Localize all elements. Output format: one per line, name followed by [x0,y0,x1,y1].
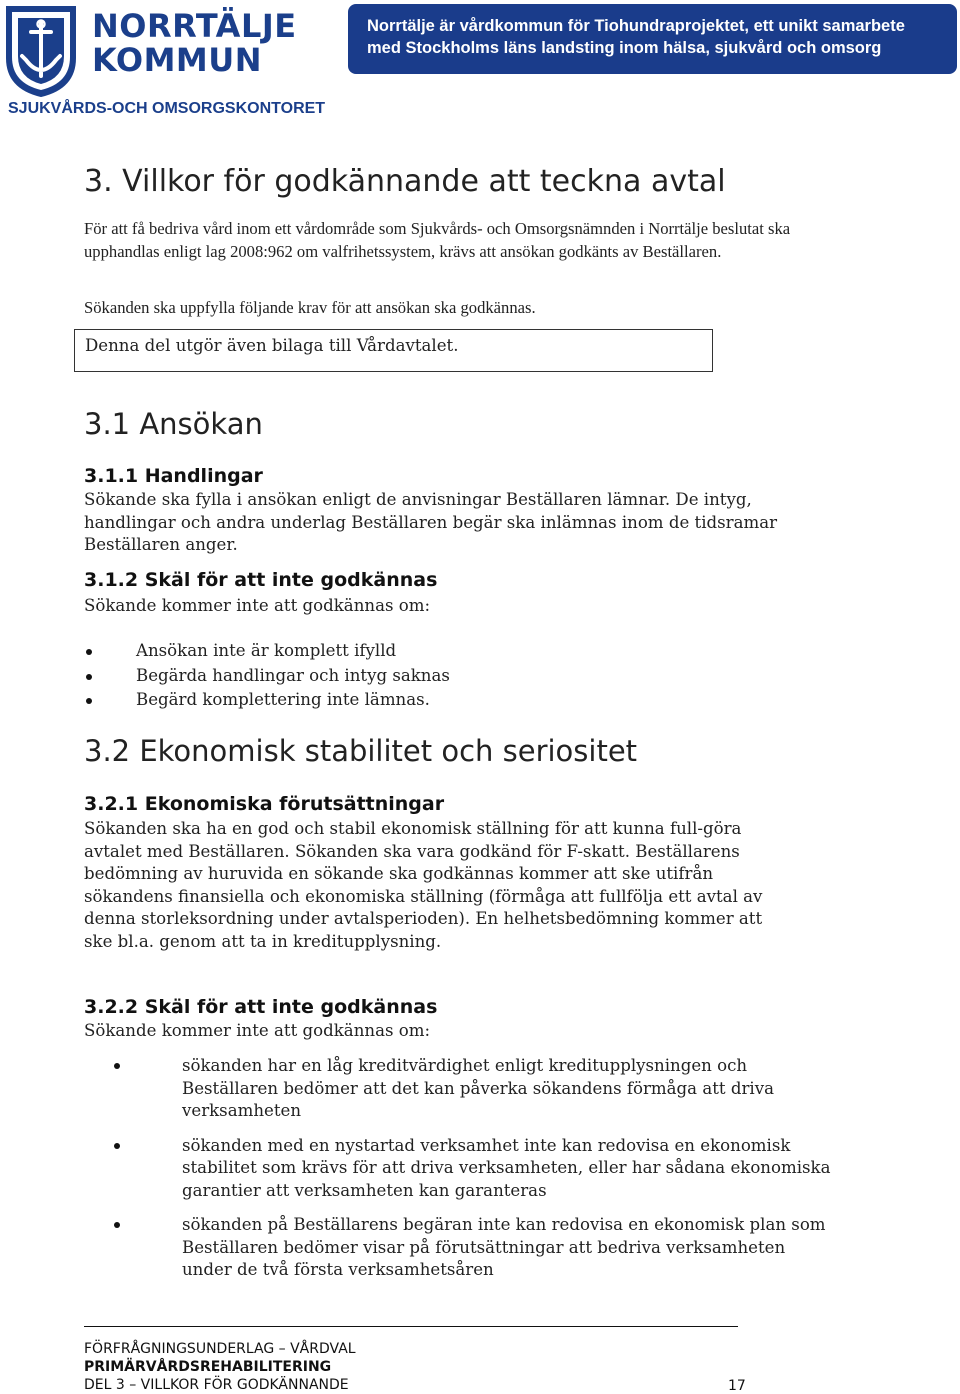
section-3-intro: För att få bedriva vård inom ett vårdområde som Sjukvårds- och Omsorgsnämnden i Norrtälje beslutat ska upphandlas enligt lag 2008:962 om valfrihetssystem, krävs att ansökan godkänts av Beställaren. [84,219,791,261]
section-3-2-2-title: 3.2.2 Skäl för att inte godkännas [84,996,438,1018]
bullet-icon [114,1143,120,1149]
list-item: sökanden med en nystartad verksamhet inte kan redovisa en ekonomisk stabilitet som krävs för att driva verksamheten, eller har sådana ekonomiska garantier att verksamheten kan garanteras [112,1135,832,1203]
list-item: Begärda handlingar och intyg saknas [84,665,784,690]
section-3-requirement: Sökanden ska uppfylla följande krav för att ansökan ska godkännas. [84,298,536,317]
list-item: sökanden på Beställarens begäran inte kan redovisa en ekonomisk plan som Beställaren bedömer visar på förutsättningar att bedriva verksamheten under de två första verksamhetsåren [112,1214,832,1282]
header-banner [348,4,957,74]
bullet-icon [86,649,92,655]
list-item: Begärd komplettering inte lämnas. [84,689,784,714]
financial-rejection-reasons-list [112,1055,832,1294]
section-3-2-1-title: 3.2.1 Ekonomiska förutsättningar [84,793,445,815]
section-3-1-2-title: 3.1.2 Skäl för att inte godkännas [84,569,438,591]
rejection-reasons-list [84,640,784,714]
list-item: Ansökan inte är komplett ifylld [84,640,784,665]
footer-divider [84,1326,738,1327]
section-3-1-1-title: 3.1.1 Handlingar [84,465,263,487]
section-3-2-2-lead: Sökande kommer inte att godkännas om: [84,1021,431,1040]
footer-line1: FÖRFRÅGNINGSUNDERLAG – VÅRDVAL [84,1341,356,1357]
office-name: SJUKVÅRDS-OCH OMSORGSKONTORET [8,100,326,117]
bullet-icon [114,1063,120,1069]
page-number: 17 [728,1378,746,1394]
section-3-1-title: 3.1 Ansökan [84,407,263,441]
banner-line1: Norrtälje är vårdkommun för Tiohundraprojektet, ett unikt samarbete [367,17,905,35]
banner-line2: med Stockholms läns landsting inom hälsa, sjukvård och omsorg [367,39,882,57]
section-3-2-1-text: Sökanden ska ha en god och stabil ekonomisk ställning för att kunna full-göra avtalet med Beställaren. Sökanden ska vara godkänd för F-skatt. Beställarens bedömning av huruvida en sökande ska godkännas kommer att ske utifrån sökandens finansiella och ekonomiska ställning (förmåga att fullfölja ett avtal av denna storleksordning under avtalsperioden). En helhetsbedömning kommer att ske bl.a. genom att ta in kreditupplysning. [84,819,763,951]
org-name-line2: KOMMUN [92,41,263,79]
bullet-icon [114,1222,120,1228]
footer-line2: PRIMÄRVÅRDSREHABILITERING [84,1359,332,1375]
bullet-icon [86,698,92,704]
boxed-note: Denna del utgör även bilaga till Vårdavtalet. [74,329,713,372]
section-3-title: 3. Villkor för godkännande att teckna avtal [84,164,726,199]
section-3-1-1-text: Sökande ska fylla i ansökan enligt de anvisningar Beställaren lämnar. De intyg, handlingar och andra underlag Beställaren begär ska inlämnas inom de tidsramar Beställaren anger. [84,490,778,554]
list-item: sökanden har en låg kreditvärdighet enligt kreditupplysningen och Beställaren bedömer att det kan påverka sökandens förmåga att driva verksamheten [112,1055,832,1123]
section-3-2-title: 3.2 Ekonomisk stabilitet och seriositet [84,734,638,768]
footer-line3: DEL 3 – VILLKOR FÖR GODKÄNNANDE [84,1377,349,1393]
org-name-line1: NORRTÄLJE [92,7,297,45]
bullet-icon [86,674,92,680]
section-3-1-2-lead: Sökande kommer inte att godkännas om: [84,596,431,615]
norrtalje-coat-of-arms-logo [4,4,78,98]
